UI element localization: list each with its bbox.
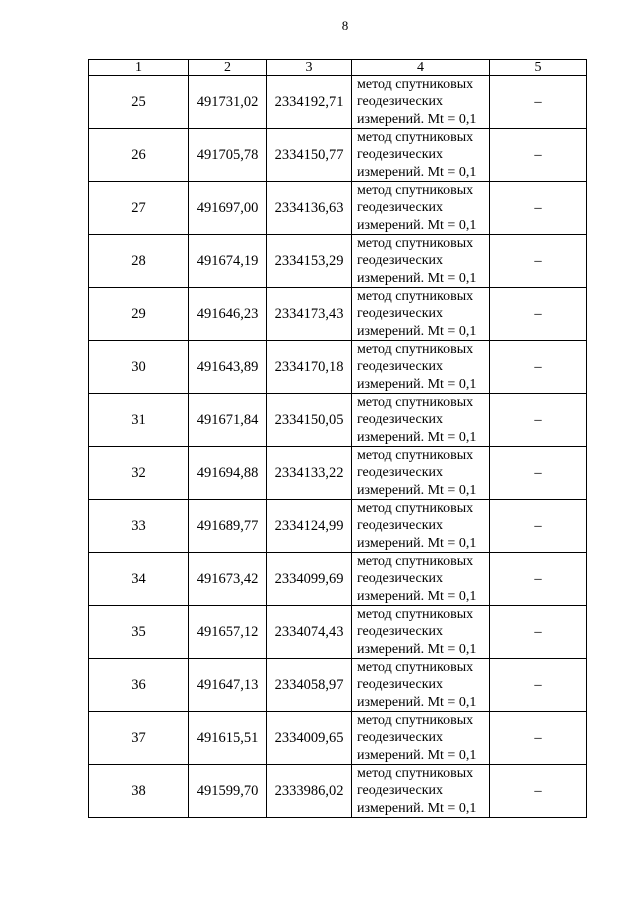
table-row — [89, 659, 587, 712]
coordinate-y: 2334074,43 — [267, 606, 352, 659]
method-description — [352, 341, 490, 394]
method-line: геодезических — [357, 783, 444, 799]
coordinate-y: 2334099,69 — [267, 553, 352, 606]
method-line: измерений. Mt = 0,1 — [357, 535, 477, 551]
table-row — [89, 553, 587, 606]
method-description — [352, 129, 490, 182]
point-number: 30 — [89, 341, 189, 394]
point-number: 29 — [89, 288, 189, 341]
method-line: измерений. Mt = 0,1 — [357, 588, 477, 604]
method-line: измерений. Mt = 0,1 — [357, 323, 477, 339]
method-description — [352, 182, 490, 235]
method-description — [352, 394, 490, 447]
coordinate-y: 2334173,43 — [267, 288, 352, 341]
method-line: метод спутниковых — [357, 289, 474, 305]
method-line: измерений. Mt = 0,1 — [357, 164, 477, 180]
method-description — [352, 288, 490, 341]
method-line: геодезических — [357, 730, 444, 746]
coordinate-x: 491694,88 — [189, 447, 267, 500]
coordinate-y: 2334136,63 — [267, 182, 352, 235]
method-line: метод спутниковых — [357, 501, 474, 517]
notes-value: – — [490, 447, 587, 500]
notes-value: – — [490, 182, 587, 235]
notes-value: – — [490, 659, 587, 712]
table-row — [89, 394, 587, 447]
table-row — [89, 341, 587, 394]
method-description — [352, 235, 490, 288]
method-description — [352, 553, 490, 606]
method-line: метод спутниковых — [357, 236, 474, 252]
point-number: 33 — [89, 500, 189, 553]
column-header-2: 2 — [189, 60, 267, 76]
point-number: 37 — [89, 712, 189, 765]
notes-value: – — [490, 606, 587, 659]
method-line: метод спутниковых — [357, 713, 474, 729]
notes-value: – — [490, 394, 587, 447]
method-line: геодезических — [357, 359, 444, 375]
method-line: геодезических — [357, 306, 444, 322]
notes-value: – — [490, 341, 587, 394]
point-number: 31 — [89, 394, 189, 447]
coordinate-x: 491599,70 — [189, 765, 267, 818]
method-description — [352, 606, 490, 659]
method-description — [352, 712, 490, 765]
coordinate-y: 2334133,22 — [267, 447, 352, 500]
coordinate-y: 2334009,65 — [267, 712, 352, 765]
point-number: 27 — [89, 182, 189, 235]
column-header-4: 4 — [352, 60, 490, 76]
point-number: 35 — [89, 606, 189, 659]
method-line: геодезических — [357, 253, 444, 269]
method-line: измерений. Mt = 0,1 — [357, 800, 477, 816]
coordinate-y: 2334150,77 — [267, 129, 352, 182]
method-line: геодезических — [357, 624, 444, 640]
table-body — [89, 76, 587, 818]
method-line: измерений. Mt = 0,1 — [357, 111, 477, 127]
table-row — [89, 500, 587, 553]
coordinate-y: 2334192,71 — [267, 76, 352, 129]
table-row — [89, 447, 587, 500]
table-row — [89, 765, 587, 818]
notes-value: – — [490, 712, 587, 765]
method-line: геодезических — [357, 518, 444, 534]
coordinate-y: 2334058,97 — [267, 659, 352, 712]
table-row — [89, 712, 587, 765]
method-line: геодезических — [357, 147, 444, 163]
notes-value: – — [490, 129, 587, 182]
point-number: 36 — [89, 659, 189, 712]
notes-value: – — [490, 235, 587, 288]
coordinate-x: 491646,23 — [189, 288, 267, 341]
method-line: геодезических — [357, 465, 444, 481]
coordinate-y: 2334153,29 — [267, 235, 352, 288]
method-line: метод спутниковых — [357, 766, 474, 782]
column-header-3: 3 — [267, 60, 352, 76]
method-line: геодезических — [357, 412, 444, 428]
method-line: измерений. Mt = 0,1 — [357, 217, 477, 233]
method-line: геодезических — [357, 677, 444, 693]
coordinate-x: 491647,13 — [189, 659, 267, 712]
method-line: геодезических — [357, 571, 444, 587]
point-number: 28 — [89, 235, 189, 288]
point-number: 26 — [89, 129, 189, 182]
coordinate-x: 491671,84 — [189, 394, 267, 447]
point-number: 25 — [89, 76, 189, 129]
method-line: метод спутниковых — [357, 342, 474, 358]
point-number: 34 — [89, 553, 189, 606]
method-line: измерений. Mt = 0,1 — [357, 482, 477, 498]
table-row — [89, 76, 587, 129]
notes-value: – — [490, 765, 587, 818]
coordinate-x: 491643,89 — [189, 341, 267, 394]
method-line: измерений. Mt = 0,1 — [357, 429, 477, 445]
method-line: метод спутниковых — [357, 660, 474, 676]
column-header-1: 1 — [89, 60, 189, 76]
method-description — [352, 447, 490, 500]
coordinate-x: 491689,77 — [189, 500, 267, 553]
coordinate-x: 491705,78 — [189, 129, 267, 182]
coordinates-table — [88, 59, 587, 818]
method-line: геодезических — [357, 200, 444, 216]
coordinate-x: 491615,51 — [189, 712, 267, 765]
method-line: измерений. Mt = 0,1 — [357, 270, 477, 286]
coordinate-y: 2333986,02 — [267, 765, 352, 818]
notes-value: – — [490, 288, 587, 341]
coordinate-x: 491697,00 — [189, 182, 267, 235]
table-row — [89, 129, 587, 182]
coordinate-y: 2334170,18 — [267, 341, 352, 394]
column-header-5: 5 — [490, 60, 587, 76]
coordinate-x: 491657,12 — [189, 606, 267, 659]
method-line: измерений. Mt = 0,1 — [357, 747, 477, 763]
coordinate-x: 491731,02 — [189, 76, 267, 129]
coordinate-y: 2334124,99 — [267, 500, 352, 553]
method-line: метод спутниковых — [357, 395, 474, 411]
method-line: измерений. Mt = 0,1 — [357, 641, 477, 657]
table-row — [89, 235, 587, 288]
method-description — [352, 659, 490, 712]
table-row — [89, 606, 587, 659]
table-row — [89, 288, 587, 341]
method-line: геодезических — [357, 94, 444, 110]
method-description — [352, 500, 490, 553]
method-line: метод спутниковых — [357, 607, 474, 623]
coordinate-y: 2334150,05 — [267, 394, 352, 447]
method-line: метод спутниковых — [357, 448, 474, 464]
page-number: 8 — [341, 18, 349, 33]
notes-value: – — [490, 553, 587, 606]
method-line: измерений. Mt = 0,1 — [357, 694, 477, 710]
method-line: метод спутниковых — [357, 77, 474, 93]
notes-value: – — [490, 76, 587, 129]
header-row — [89, 60, 587, 76]
coordinate-x: 491673,42 — [189, 553, 267, 606]
point-number: 38 — [89, 765, 189, 818]
method-line: измерений. Mt = 0,1 — [357, 376, 477, 392]
method-line: метод спутниковых — [357, 554, 474, 570]
method-line: метод спутниковых — [357, 183, 474, 199]
point-number: 32 — [89, 447, 189, 500]
table-row — [89, 182, 587, 235]
method-description — [352, 76, 490, 129]
coordinate-x: 491674,19 — [189, 235, 267, 288]
method-line: метод спутниковых — [357, 130, 474, 146]
method-description — [352, 765, 490, 818]
notes-value: – — [490, 500, 587, 553]
